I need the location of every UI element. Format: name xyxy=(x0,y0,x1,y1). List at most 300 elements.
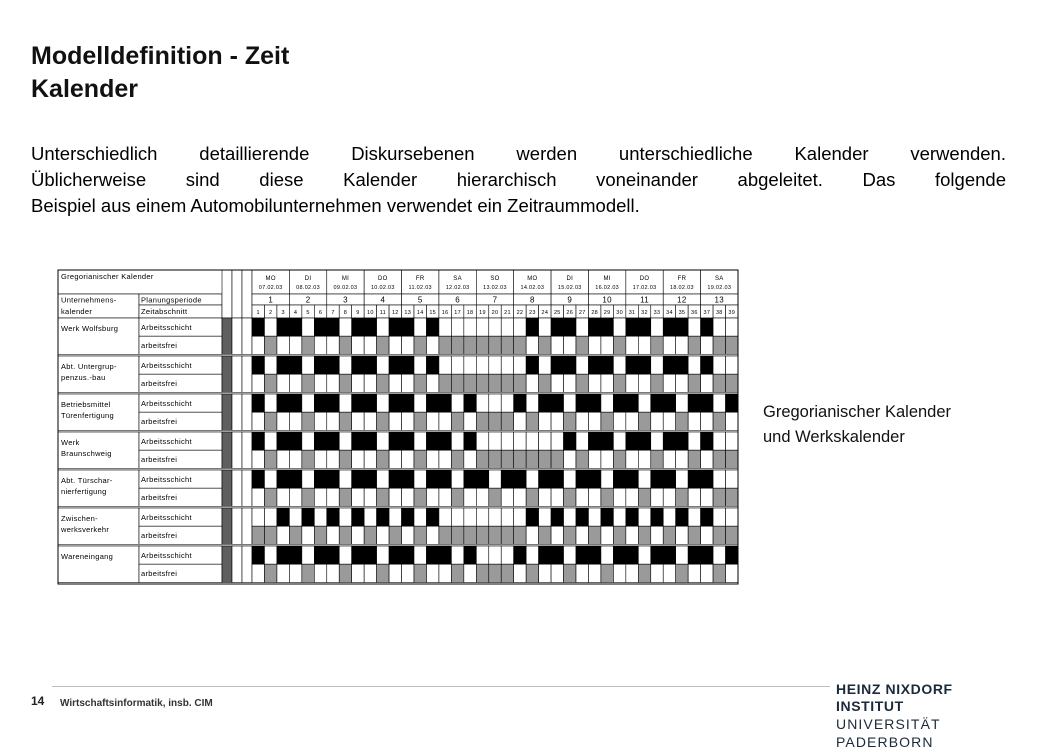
slot-number: 5 xyxy=(306,310,310,316)
shift-slot-idle xyxy=(564,394,576,412)
shift-slot-idle xyxy=(377,356,389,374)
shift-slot-working xyxy=(701,356,713,374)
shift-slot-idle xyxy=(501,546,513,564)
shift-slot-idle xyxy=(264,546,276,564)
shift-slot-idle xyxy=(551,432,563,450)
shift-slot-idle xyxy=(252,508,264,526)
free-slot-free xyxy=(638,488,650,506)
free-slot-idle xyxy=(277,526,289,544)
plant-name-line2: Türenfertigung xyxy=(61,411,114,420)
shift-slot-working xyxy=(651,546,663,564)
free-slot-idle xyxy=(327,450,339,468)
free-slot-free xyxy=(414,526,426,544)
shift-label: Arbeitsschicht xyxy=(141,361,192,370)
free-slot-idle xyxy=(439,412,451,430)
plant-name-line2: penzus.-bau xyxy=(61,373,106,382)
shift-slot-working xyxy=(588,470,600,488)
shift-slot-idle xyxy=(514,318,526,336)
free-slot-free xyxy=(377,488,389,506)
free-slot-idle xyxy=(289,374,301,392)
free-slot-idle xyxy=(402,488,414,506)
weekday-label: SO xyxy=(490,276,500,282)
free-slot-free xyxy=(638,526,650,544)
shift-slot-idle xyxy=(688,356,700,374)
free-slot-free xyxy=(613,450,625,468)
free-slot-free xyxy=(713,526,725,544)
free-slot-idle xyxy=(327,412,339,430)
shift-slot-idle xyxy=(489,470,501,488)
shift-slot-working xyxy=(588,432,600,450)
shift-slot-idle xyxy=(501,432,513,450)
slot-number: 39 xyxy=(728,310,736,316)
free-slot-free xyxy=(339,564,351,582)
free-slot-free xyxy=(414,336,426,354)
shift-slot-idle xyxy=(576,356,588,374)
shift-slot-working xyxy=(526,318,538,336)
free-slot-idle xyxy=(663,336,675,354)
period-label: 7 xyxy=(492,295,498,305)
shift-slot-working xyxy=(676,356,688,374)
free-slot-free xyxy=(713,488,725,506)
free-slot-idle xyxy=(613,412,625,430)
free-slot-idle xyxy=(302,526,314,544)
shift-slot-working xyxy=(601,318,613,336)
free-slot-idle xyxy=(551,336,563,354)
shift-slot-idle xyxy=(713,470,725,488)
free-slot-idle xyxy=(588,488,600,506)
weekday-label: MO xyxy=(265,276,276,282)
free-slot-idle xyxy=(277,488,289,506)
shift-slot-working xyxy=(439,546,451,564)
free-slot-idle xyxy=(576,412,588,430)
free-label: arbeitsfrei xyxy=(141,531,178,541)
shift-slot-working xyxy=(252,394,264,412)
free-slot-idle xyxy=(389,336,401,354)
slot-number: 36 xyxy=(691,310,698,316)
shift-slot-working xyxy=(389,432,401,450)
free-slot-idle xyxy=(551,412,563,430)
free-slot-idle xyxy=(663,450,675,468)
period-label: 13 xyxy=(714,295,725,305)
shift-slot-working xyxy=(252,470,264,488)
shift-slot-working xyxy=(663,546,675,564)
shift-slot-idle xyxy=(489,508,501,526)
free-slot-idle xyxy=(701,374,713,392)
footer-divider xyxy=(52,686,830,687)
shift-slot-idle xyxy=(476,508,488,526)
weekday-label: FR xyxy=(415,276,425,282)
free-slot-free xyxy=(489,374,501,392)
free-slot-idle xyxy=(364,564,376,582)
spare-body-cell xyxy=(232,432,242,468)
free-slot-free xyxy=(377,336,389,354)
shift-slot-working xyxy=(439,432,451,450)
free-slot-idle xyxy=(327,488,339,506)
shift-slot-working xyxy=(613,394,625,412)
free-slot-idle xyxy=(514,564,526,582)
shift-slot-working xyxy=(551,356,563,374)
free-slot-free xyxy=(676,564,688,582)
shift-slot-working xyxy=(663,394,675,412)
shift-slot-working xyxy=(389,356,401,374)
free-slot-idle xyxy=(426,412,438,430)
shift-slot-idle xyxy=(339,356,351,374)
free-slot-idle xyxy=(252,412,264,430)
shift-slot-working xyxy=(314,394,326,412)
shift-slot-working xyxy=(402,356,414,374)
shift-slot-idle xyxy=(451,432,463,450)
free-slot-idle xyxy=(327,336,339,354)
free-slot-free xyxy=(576,374,588,392)
free-slot-idle xyxy=(314,564,326,582)
shift-slot-idle xyxy=(726,508,738,526)
shift-slot-working xyxy=(402,394,414,412)
shift-slot-working xyxy=(676,432,688,450)
planning-label: Planungsperiode xyxy=(141,295,202,305)
shift-slot-working xyxy=(252,318,264,336)
free-slot-free xyxy=(339,450,351,468)
free-slot-free xyxy=(377,450,389,468)
free-slot-free xyxy=(726,526,738,544)
free-slot-free xyxy=(514,450,526,468)
free-slot-free xyxy=(476,336,488,354)
shift-slot-idle xyxy=(676,546,688,564)
free-slot-idle xyxy=(588,450,600,468)
free-slot-idle xyxy=(402,450,414,468)
weekday-label: DI xyxy=(566,276,574,282)
free-slot-free xyxy=(501,564,513,582)
shift-slot-idle xyxy=(451,318,463,336)
free-slot-idle xyxy=(676,336,688,354)
shift-slot-working xyxy=(327,546,339,564)
caption-line-1: Gregorianischer Kalender xyxy=(763,403,952,421)
free-slot-idle xyxy=(314,336,326,354)
free-slot-free xyxy=(489,526,501,544)
shift-slot-idle xyxy=(688,432,700,450)
shift-slot-idle xyxy=(339,546,351,564)
shift-slot-working xyxy=(277,394,289,412)
institute-logo xyxy=(836,681,1016,751)
plant-name-line1: Abt. Türschar- xyxy=(61,476,113,485)
spare-body-cell xyxy=(242,432,252,468)
shift-slot-idle xyxy=(526,546,538,564)
free-slot-free xyxy=(302,450,314,468)
free-slot-idle xyxy=(277,374,289,392)
shift-slot-working xyxy=(663,356,675,374)
shift-slot-working xyxy=(551,508,563,526)
free-slot-free xyxy=(476,412,488,430)
free-slot-free xyxy=(377,412,389,430)
free-slot-free xyxy=(264,526,276,544)
free-slot-free xyxy=(264,564,276,582)
free-slot-idle xyxy=(389,374,401,392)
slot-number: 10 xyxy=(367,310,374,316)
free-slot-idle xyxy=(402,412,414,430)
shift-slot-working xyxy=(601,432,613,450)
slot-number: 16 xyxy=(441,310,449,316)
shift-slot-working xyxy=(314,470,326,488)
free-slot-free xyxy=(713,336,725,354)
plant-name-line1: Betriebsmittel xyxy=(61,400,111,409)
shift-slot-working xyxy=(576,394,588,412)
shift-slot-idle xyxy=(476,432,488,450)
free-slot-idle xyxy=(626,374,638,392)
free-slot-idle xyxy=(588,336,600,354)
shift-slot-idle xyxy=(501,394,513,412)
free-slot-idle xyxy=(726,412,738,430)
spare-body-cell xyxy=(242,546,252,582)
shift-slot-working xyxy=(252,546,264,564)
shift-slot-working xyxy=(314,318,326,336)
spare-body-cell xyxy=(242,394,252,430)
date-label: 18.02.03 xyxy=(670,285,694,291)
shift-slot-working xyxy=(464,470,476,488)
shift-slot-idle xyxy=(651,356,663,374)
free-slot-free xyxy=(252,526,264,544)
free-slot-free xyxy=(414,374,426,392)
slot-number: 31 xyxy=(628,310,636,316)
shift-slot-working xyxy=(352,546,364,564)
free-slot-free xyxy=(451,374,463,392)
spare-body-cell xyxy=(242,470,252,506)
slot-label: Zeitabschnitt xyxy=(141,307,188,316)
shift-label: Arbeitsschicht xyxy=(141,399,192,408)
free-slot-idle xyxy=(564,374,576,392)
date-label: 13.02.03 xyxy=(483,285,507,291)
slot-number: 9 xyxy=(356,310,360,316)
shift-slot-idle xyxy=(489,318,501,336)
free-slot-idle xyxy=(638,374,650,392)
shift-slot-working xyxy=(576,470,588,488)
date-label: 17.02.03 xyxy=(632,285,657,291)
slot-number: 37 xyxy=(703,310,711,316)
spare-body-cell xyxy=(222,318,232,354)
free-slot-idle xyxy=(464,450,476,468)
free-slot-idle xyxy=(701,450,713,468)
free-slot-idle xyxy=(551,488,563,506)
shift-slot-idle xyxy=(663,508,675,526)
shift-slot-working xyxy=(327,356,339,374)
shift-slot-working xyxy=(651,508,663,526)
free-slot-free xyxy=(364,526,376,544)
free-slot-free xyxy=(501,374,513,392)
free-slot-idle xyxy=(551,526,563,544)
free-slot-idle xyxy=(252,564,264,582)
free-slot-idle xyxy=(464,412,476,430)
free-slot-idle xyxy=(701,412,713,430)
free-slot-free xyxy=(663,526,675,544)
shift-slot-idle xyxy=(613,318,625,336)
shift-slot-working xyxy=(277,470,289,488)
intro-line-3: Beispiel aus einem Automobilunternehmen verwendet ein Zeitraummodell. xyxy=(31,195,640,216)
intro-line-2: Üblicherweise sind diese Kalender hierarchisch voneinander abgeleitet. Das folgende xyxy=(31,169,1006,190)
shift-slot-idle xyxy=(526,470,538,488)
period-label: 12 xyxy=(677,295,687,305)
free-label: arbeitsfrei xyxy=(141,379,178,389)
shift-slot-working xyxy=(464,432,476,450)
shift-slot-working xyxy=(352,318,364,336)
free-slot-idle xyxy=(277,564,289,582)
date-label: 08.02.03 xyxy=(296,285,320,291)
caption-line-2: und Werkskalender xyxy=(763,428,905,446)
shift-slot-idle xyxy=(514,356,526,374)
free-slot-free xyxy=(414,488,426,506)
shift-slot-working xyxy=(576,546,588,564)
slot-number: 34 xyxy=(666,310,673,316)
free-slot-idle xyxy=(389,450,401,468)
free-slot-free xyxy=(439,526,451,544)
free-slot-free xyxy=(514,336,526,354)
shift-slot-idle xyxy=(576,432,588,450)
shift-slot-working xyxy=(701,432,713,450)
free-slot-free xyxy=(451,336,463,354)
free-slot-idle xyxy=(663,488,675,506)
shift-slot-working xyxy=(613,470,625,488)
shift-slot-working xyxy=(701,546,713,564)
free-slot-idle xyxy=(601,450,613,468)
shift-slot-working xyxy=(638,432,650,450)
spare-body-cell xyxy=(232,546,242,582)
calendar-caption xyxy=(763,400,951,450)
free-slot-idle xyxy=(252,374,264,392)
shift-slot-working xyxy=(526,356,538,374)
free-slot-free xyxy=(601,412,613,430)
shift-slot-working xyxy=(314,432,326,450)
shift-slot-idle xyxy=(564,546,576,564)
free-slot-idle xyxy=(564,336,576,354)
shift-slot-idle xyxy=(451,508,463,526)
free-slot-idle xyxy=(464,564,476,582)
free-slot-idle xyxy=(364,336,376,354)
weekday-label: SA xyxy=(715,276,724,282)
free-slot-free xyxy=(476,526,488,544)
shift-label: Arbeitsschicht xyxy=(141,513,192,522)
shift-slot-idle xyxy=(713,508,725,526)
slot-number: 4 xyxy=(293,310,298,316)
shift-slot-working xyxy=(426,432,438,450)
date-label: 12.02.03 xyxy=(445,285,470,291)
weekday-label: SA xyxy=(453,276,462,282)
shift-slot-working xyxy=(327,508,339,526)
shift-slot-idle xyxy=(302,546,314,564)
shift-slot-working xyxy=(352,432,364,450)
shift-slot-idle xyxy=(451,356,463,374)
free-slot-free xyxy=(564,564,576,582)
free-slot-idle xyxy=(676,374,688,392)
shift-slot-working xyxy=(663,470,675,488)
free-slot-free xyxy=(564,526,576,544)
shift-label: Arbeitsschicht xyxy=(141,323,192,332)
shift-slot-working xyxy=(352,394,364,412)
shift-slot-working xyxy=(701,470,713,488)
shift-slot-working xyxy=(314,546,326,564)
free-slot-idle xyxy=(352,488,364,506)
free-slot-idle xyxy=(364,488,376,506)
free-slot-free xyxy=(464,526,476,544)
slot-number: 17 xyxy=(454,310,461,316)
plant-name-line2: nierfertigung xyxy=(61,487,107,496)
free-slot-free xyxy=(501,450,513,468)
date-label: 16.02.03 xyxy=(595,285,620,291)
shift-slot-idle xyxy=(601,394,613,412)
shift-slot-working xyxy=(676,508,688,526)
free-slot-free xyxy=(451,564,463,582)
shift-slot-idle xyxy=(651,318,663,336)
shift-slot-idle xyxy=(414,546,426,564)
free-slot-free xyxy=(339,374,351,392)
spare-body-cell xyxy=(232,508,242,544)
plant-name-line1: Wareneingang xyxy=(61,552,114,561)
free-slot-idle xyxy=(588,412,600,430)
spare-body-cell xyxy=(232,318,242,354)
free-slot-idle xyxy=(663,374,675,392)
free-slot-idle xyxy=(526,526,538,544)
free-slot-idle xyxy=(426,450,438,468)
shift-slot-idle xyxy=(514,508,526,526)
shift-slot-working xyxy=(626,394,638,412)
free-slot-idle xyxy=(277,450,289,468)
free-slot-idle xyxy=(638,450,650,468)
shift-slot-idle xyxy=(676,470,688,488)
shift-slot-idle xyxy=(476,546,488,564)
free-label: arbeitsfrei xyxy=(141,455,178,465)
shift-slot-working xyxy=(588,318,600,336)
shift-slot-working xyxy=(588,394,600,412)
shift-slot-working xyxy=(277,546,289,564)
slot-number: 12 xyxy=(391,310,399,316)
weekday-label: MI xyxy=(603,276,611,282)
shift-slot-idle xyxy=(501,318,513,336)
free-slot-free xyxy=(526,488,538,506)
free-slot-free xyxy=(451,488,463,506)
spare-body-cell xyxy=(242,318,252,354)
free-slot-idle xyxy=(402,336,414,354)
shift-slot-working xyxy=(626,546,638,564)
shift-slot-working xyxy=(638,356,650,374)
free-slot-free xyxy=(688,526,700,544)
shift-slot-working xyxy=(514,546,526,564)
shift-slot-idle xyxy=(377,546,389,564)
shift-slot-idle xyxy=(688,508,700,526)
free-label: arbeitsfrei xyxy=(141,569,178,579)
free-slot-idle xyxy=(289,336,301,354)
period-label: 4 xyxy=(380,295,386,305)
shift-slot-working xyxy=(551,470,563,488)
free-slot-free xyxy=(526,412,538,430)
date-label: 19.02.03 xyxy=(707,285,732,291)
period-label: 11 xyxy=(640,295,649,305)
shift-slot-idle xyxy=(302,394,314,412)
free-slot-idle xyxy=(327,526,339,544)
shift-slot-idle xyxy=(414,508,426,526)
free-slot-free xyxy=(688,374,700,392)
free-slot-free xyxy=(414,412,426,430)
free-slot-idle xyxy=(252,336,264,354)
free-slot-free xyxy=(601,564,613,582)
free-slot-free xyxy=(302,336,314,354)
free-slot-idle xyxy=(663,564,675,582)
free-slot-idle xyxy=(638,336,650,354)
weekday-label: FR xyxy=(677,276,687,282)
free-slot-free xyxy=(302,412,314,430)
free-slot-idle xyxy=(688,488,700,506)
weekday-label: DI xyxy=(304,276,312,282)
free-slot-idle xyxy=(651,412,663,430)
spare-body-cell xyxy=(222,470,232,506)
free-slot-free xyxy=(688,450,700,468)
shift-slot-working xyxy=(289,432,301,450)
free-slot-idle xyxy=(626,412,638,430)
